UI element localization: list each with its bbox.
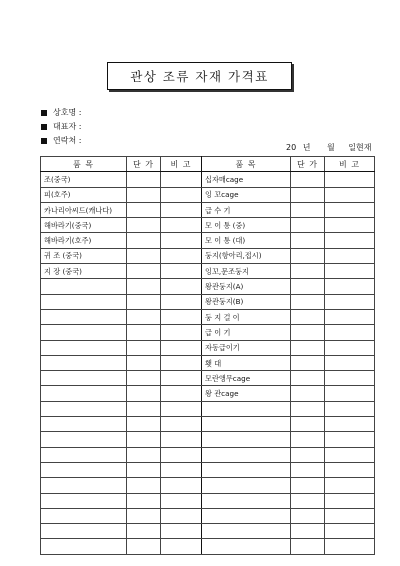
table-row [41,309,375,324]
table-row [41,539,375,554]
header-item-left: 품 목 [41,157,127,172]
table-row [41,524,375,539]
table-row [41,202,375,217]
cell-note-left [161,233,202,248]
cell-note-right [325,233,375,248]
table-row [41,233,375,248]
cell-item-right [202,447,291,462]
cell-note-left [161,493,202,508]
cell-price-right [291,493,325,508]
cell-price-right [291,233,325,248]
cell-price-right [291,218,325,233]
cell-item-left [41,539,127,554]
cell-price-right [291,340,325,355]
cell-note-right [325,524,375,539]
cell-price-left [127,279,161,294]
table-header-row [41,157,375,172]
cell-item-right: 급 이 기 [202,325,291,340]
cell-note-left [161,294,202,309]
cell-item-right: 자동급이기 [202,340,291,355]
cell-item-left [41,524,127,539]
cell-price-left [127,478,161,493]
table-body [41,172,375,554]
cell-item-left [41,371,127,386]
contact-row [41,134,81,148]
cell-note-right [325,172,375,187]
cell-price-left [127,309,161,324]
company-name-row [41,106,81,120]
table-row [41,279,375,294]
cell-note-right [325,264,375,279]
table-row [41,248,375,263]
cell-note-right [325,401,375,416]
cell-note-right [325,340,375,355]
cell-price-left [127,432,161,447]
cell-note-right [325,447,375,462]
contact-label: 연락처 : [53,136,82,145]
cell-price-right [291,325,325,340]
cell-price-left [127,218,161,233]
page-title: 관상 조류 자재 가격표 [107,62,292,90]
cell-price-right [291,187,325,202]
cell-note-right [325,279,375,294]
cell-price-left [127,386,161,401]
cell-price-right [291,478,325,493]
cell-item-right: 횃 대 [202,355,291,370]
cell-note-left [161,325,202,340]
cell-item-left [41,493,127,508]
cell-price-left [127,493,161,508]
cell-item-right [202,539,291,554]
cell-item-right [202,493,291,508]
cell-note-right [325,248,375,263]
cell-note-right [325,294,375,309]
cell-note-left [161,478,202,493]
cell-price-left [127,355,161,370]
date-month-unit: 월 [327,143,335,152]
cell-price-right [291,172,325,187]
cell-item-left: 지 장 (중국) [41,264,127,279]
cell-item-right: 모란앵무cage [202,371,291,386]
table-row [41,172,375,187]
cell-item-right [202,524,291,539]
cell-note-right [325,187,375,202]
cell-item-left: 귀 조 (중국) [41,248,127,263]
cell-note-right [325,462,375,477]
cell-price-right [291,447,325,462]
date-line [278,142,378,153]
cell-price-left [127,294,161,309]
cell-note-left [161,401,202,416]
cell-item-left [41,294,127,309]
header-item-right: 품 목 [202,157,291,172]
cell-item-left [41,508,127,523]
cell-price-left [127,202,161,217]
cell-item-right: 둥 지 걸 이 [202,309,291,324]
cell-item-right [202,462,291,477]
table-row [41,218,375,233]
date-year: 20 [286,143,297,152]
cell-note-left [161,264,202,279]
cell-item-right [202,478,291,493]
cell-item-left [41,325,127,340]
cell-item-left [41,309,127,324]
cell-price-right [291,386,325,401]
cell-item-left [41,447,127,462]
cell-note-right [325,493,375,508]
cell-item-left [41,279,127,294]
cell-item-right: 둥지(항아리,접시) [202,248,291,263]
cell-note-left [161,432,202,447]
cell-item-left [41,340,127,355]
cell-price-right [291,524,325,539]
cell-item-left [41,432,127,447]
cell-item-left [41,417,127,432]
cell-price-right [291,371,325,386]
header-note-right: 비 고 [325,157,375,172]
cell-item-right [202,508,291,523]
table-row [41,294,375,309]
cell-price-left [127,417,161,432]
cell-note-right [325,508,375,523]
cell-note-right [325,432,375,447]
cell-item-right: 십자매cage [202,172,291,187]
table-row [41,447,375,462]
cell-price-left [127,462,161,477]
cell-item-left: 해바라기(호주) [41,233,127,248]
cell-item-left [41,386,127,401]
cell-note-left [161,309,202,324]
cell-note-left [161,417,202,432]
cell-price-right [291,417,325,432]
table-row [41,340,375,355]
date-day-suffix: 일현재 [348,143,372,152]
cell-note-left [161,508,202,523]
cell-price-left [127,264,161,279]
cell-note-left [161,279,202,294]
cell-item-left: 해바라기(중국) [41,218,127,233]
cell-price-left [127,248,161,263]
table-row [41,401,375,416]
cell-note-left [161,447,202,462]
square-bullet-icon [41,110,47,116]
cell-price-right [291,355,325,370]
company-name-label: 상호명 : [53,108,82,117]
date-year-unit: 년 [302,143,311,152]
cell-price-right [291,432,325,447]
cell-note-left [161,462,202,477]
cell-item-right: 모 이 통 (대) [202,233,291,248]
header-price-right: 단 가 [291,157,325,172]
cell-price-right [291,279,325,294]
table-row [41,493,375,508]
table-row [41,432,375,447]
cell-price-left [127,447,161,462]
cell-item-right: 왕관둥지(B) [202,294,291,309]
cell-price-left [127,187,161,202]
cell-item-left: 피(호주) [41,187,127,202]
cell-price-left [127,325,161,340]
cell-note-left [161,172,202,187]
cell-item-right: 급 수 기 [202,202,291,217]
cell-price-left [127,508,161,523]
cell-item-right: 왕관둥지(A) [202,279,291,294]
cell-price-right [291,462,325,477]
cell-item-right: 잉 꼬cage [202,187,291,202]
representative-label: 대표자 : [53,122,82,131]
table-row [41,325,375,340]
cell-price-right [291,202,325,217]
cell-price-right [291,264,325,279]
company-info [41,106,81,148]
cell-item-right [202,401,291,416]
cell-price-left [127,371,161,386]
cell-note-right [325,539,375,554]
cell-note-right [325,309,375,324]
header-note-left: 비 고 [161,157,202,172]
cell-price-left [127,172,161,187]
cell-note-left [161,371,202,386]
table-row [41,508,375,523]
cell-item-left [41,462,127,477]
cell-price-right [291,401,325,416]
cell-price-left [127,401,161,416]
table-row [41,386,375,401]
cell-note-right [325,325,375,340]
cell-note-right [325,202,375,217]
cell-item-right: 왕 관cage [202,386,291,401]
representative-row [41,120,81,134]
cell-note-right [325,218,375,233]
table-row [41,355,375,370]
cell-note-right [325,355,375,370]
cell-price-left [127,539,161,554]
header-price-left: 단 가 [127,157,161,172]
cell-price-left [127,233,161,248]
cell-note-right [325,417,375,432]
cell-price-right [291,248,325,263]
cell-price-right [291,539,325,554]
cell-item-left [41,401,127,416]
price-table [40,156,375,555]
cell-note-left [161,539,202,554]
table-row [41,371,375,386]
cell-item-left: 조(중국) [41,172,127,187]
cell-price-right [291,508,325,523]
square-bullet-icon [41,138,47,144]
cell-item-left [41,478,127,493]
table-row [41,264,375,279]
cell-item-right: 잉꼬,문조둥지 [202,264,291,279]
cell-note-left [161,340,202,355]
cell-note-left [161,187,202,202]
cell-item-right [202,417,291,432]
table-row [41,478,375,493]
cell-item-left [41,355,127,370]
cell-item-right [202,432,291,447]
table-row [41,187,375,202]
cell-note-left [161,218,202,233]
cell-note-right [325,371,375,386]
table-row [41,462,375,477]
cell-price-right [291,309,325,324]
cell-item-left: 카나리아씨드(캐나다) [41,202,127,217]
cell-price-right [291,294,325,309]
cell-price-left [127,340,161,355]
cell-note-left [161,202,202,217]
cell-note-left [161,355,202,370]
square-bullet-icon [41,124,47,130]
cell-item-right: 모 이 통 (중) [202,218,291,233]
cell-note-left [161,248,202,263]
table-row [41,417,375,432]
cell-note-left [161,386,202,401]
cell-price-left [127,524,161,539]
cell-note-left [161,524,202,539]
cell-note-right [325,386,375,401]
cell-note-right [325,478,375,493]
